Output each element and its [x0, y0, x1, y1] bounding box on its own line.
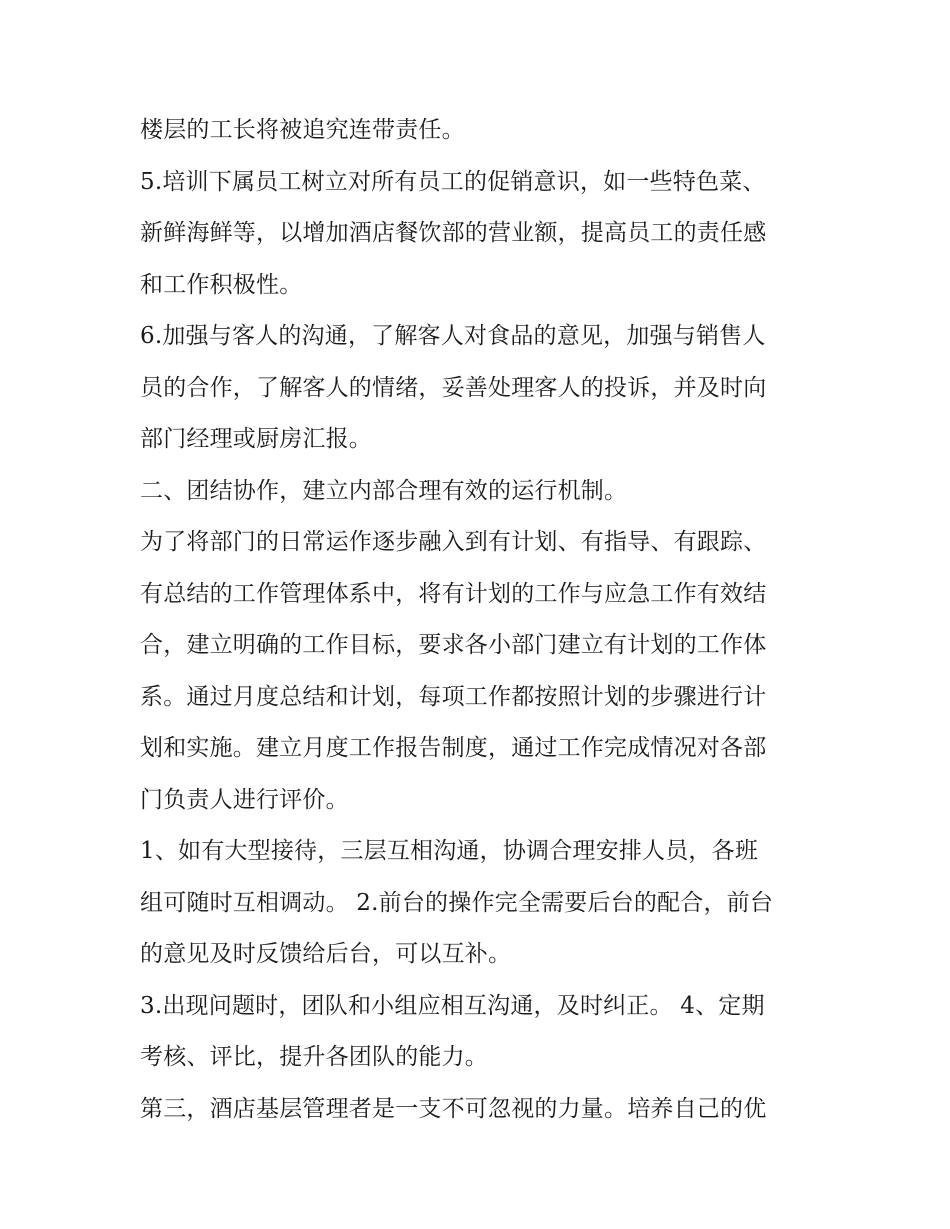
text-line: 楼层的工长将被追究连带责任。 — [140, 117, 465, 143]
text-line: 考核、评比，提升各团队的能力。 — [140, 1044, 488, 1070]
text-line: 3.出现问题时，团队和小组应相互沟通，及时纠正。 4、定期 — [140, 992, 765, 1019]
text-line: 系。通过月度总结和计划，每项工作都按照计划的步骤进行计 — [140, 683, 767, 710]
text-line: 1、如有大型接待，三层互相沟通，协调合理安排人员，各班 — [140, 838, 759, 864]
text-line: 划和实施。建立月度工作报告制度，通过工作完成情况对各部 — [140, 735, 767, 761]
text-line: 的意见及时反馈给后台，可以互补。 — [140, 941, 512, 967]
text-line: 部门经理或厨房汇报。 — [140, 426, 372, 452]
document-body — [140, 105, 820, 1135]
text-line: 员的合作，了解客人的情绪，妥善处理客人的投诉，并及时向 — [140, 374, 767, 401]
text-line: 有总结的工作管理体系中，将有计划的工作与应急工作有效结 — [140, 580, 767, 607]
text-line: 6.加强与客人的沟通，了解客人对食品的意见，加强与销售人 — [140, 323, 766, 349]
section-heading: 二、团结协作，建立内部合理有效的运行机制。 — [140, 477, 628, 504]
text-line: 5.培训下属员工树立对所有员工的促销意识，如一些特色菜、 — [140, 168, 766, 195]
text-line: 新鲜海鲜等，以增加酒店餐饮部的营业额，提高员工的责任感 — [140, 220, 767, 246]
text-line: 第三，酒店基层管理者是一支不可忽视的力量。培养自己的优 — [140, 1095, 767, 1122]
text-line: 组可随时互相调动。 2.前台的操作完全需要后台的配合，前台 — [140, 889, 774, 916]
text-line: 门负责人进行评价。 — [140, 786, 349, 813]
text-line: 合，建立明确的工作目标，要求各小部门建立有计划的工作体 — [140, 632, 767, 658]
text-line: 和工作积极性。 — [140, 271, 303, 298]
text-line: 为了将部门的日常运作逐步融入到有计划、有指导、有跟踪、 — [140, 529, 767, 555]
